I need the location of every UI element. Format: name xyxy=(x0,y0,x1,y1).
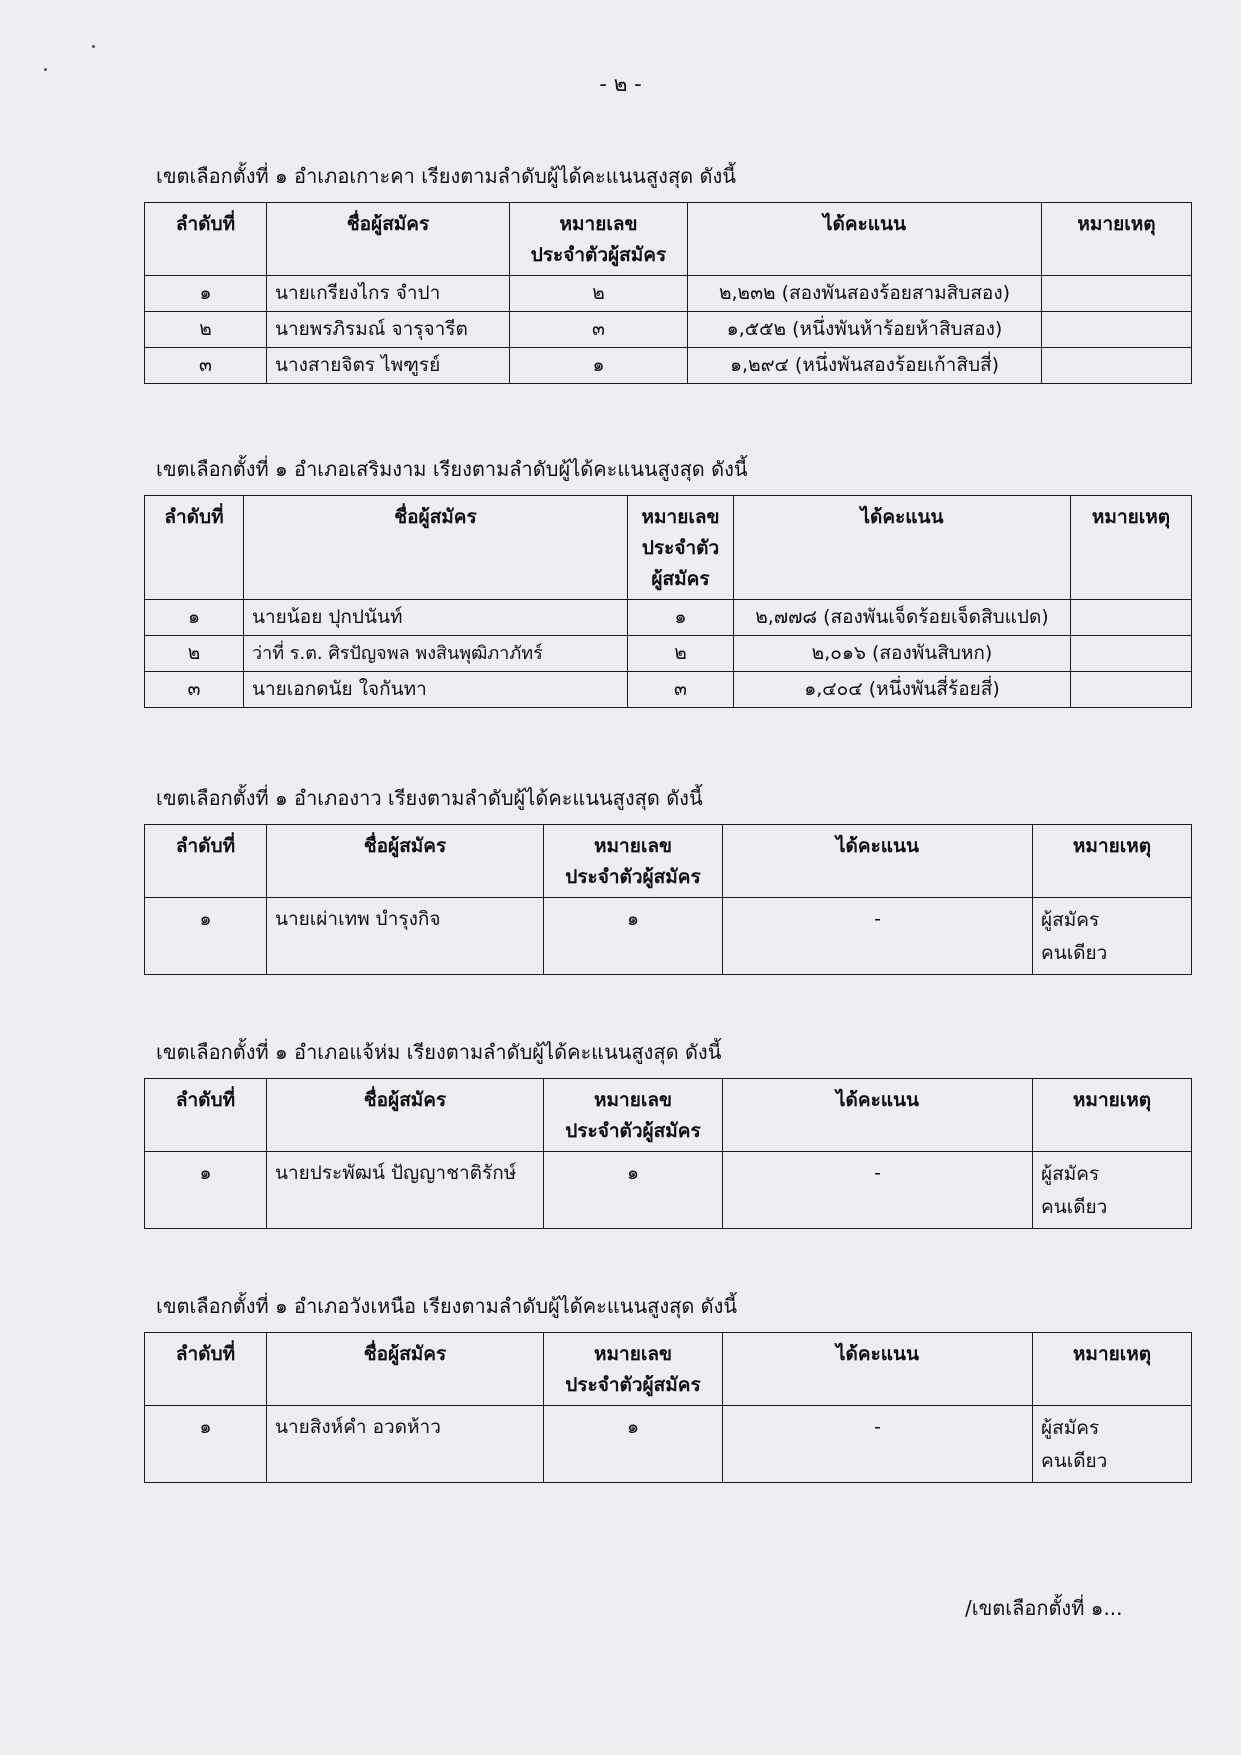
cell-note xyxy=(1071,600,1192,636)
section-heading: เขตเลือกตั้งที่ ๑ อำเภอเกาะคา เรียงตามลำดับผู้ได้คะแนนสูงสุด ดังนี้ xyxy=(156,164,736,188)
cell-number: ๓ xyxy=(510,312,688,348)
header-name: ชื่อผู้สมัคร xyxy=(267,1333,544,1406)
header-number: หมายเลข ประจำตัวผู้สมัคร xyxy=(544,1079,723,1152)
cell-name: นายพรภิรมณ์ จารุจารีต xyxy=(267,312,510,348)
cell-score: ๑,๒๙๔ (หนึ่งพันสองร้อยเก้าสิบสี่) xyxy=(688,348,1042,384)
table-row xyxy=(145,312,1192,348)
table-header-row xyxy=(145,1333,1192,1406)
table-row xyxy=(145,636,1192,672)
cell-name: นายเกรียงไกร จำปา xyxy=(267,276,510,312)
header-number: หมายเลข ประจำตัวผู้สมัคร xyxy=(544,825,723,898)
header-name: ชื่อผู้สมัคร xyxy=(267,203,510,276)
cell-order: ๓ xyxy=(145,672,244,708)
cell-note: ผู้สมัคร คนเดียว xyxy=(1033,1152,1192,1229)
header-number: หมายเลข ประจำตัว ผู้สมัคร xyxy=(628,496,734,600)
header-note: หมายเหตุ xyxy=(1033,1079,1192,1152)
section-heading: เขตเลือกตั้งที่ ๑ อำเภอวังเหนือ เรียงตามลำดับผู้ได้คะแนนสูงสุด ดังนี้ xyxy=(156,1294,738,1318)
header-name: ชื่อผู้สมัคร xyxy=(244,496,628,600)
header-score: ได้คะแนน xyxy=(688,203,1042,276)
header-number: หมายเลข ประจำตัวผู้สมัคร xyxy=(544,1333,723,1406)
cell-name: นายเผ่าเทพ บำรุงกิจ xyxy=(267,898,544,975)
cell-order: ๒ xyxy=(145,636,244,672)
header-note: หมายเหตุ xyxy=(1033,1333,1192,1406)
header-order: ลำดับที่ xyxy=(145,496,244,600)
cell-number: ๑ xyxy=(544,1152,723,1229)
cell-note: ผู้สมัคร คนเดียว xyxy=(1033,1406,1192,1483)
cell-note: ผู้สมัคร คนเดียว xyxy=(1033,898,1192,975)
header-score: ได้คะแนน xyxy=(734,496,1071,600)
header-name: ชื่อผู้สมัคร xyxy=(267,1079,544,1152)
cell-order: ๑ xyxy=(145,1406,267,1483)
table-header-row xyxy=(145,496,1192,600)
section-heading: เขตเลือกตั้งที่ ๑ อำเภอแจ้ห่ม เรียงตามลำดับผู้ได้คะแนนสูงสุด ดังนี้ xyxy=(156,1040,722,1064)
cell-note xyxy=(1042,312,1192,348)
table-row xyxy=(145,1406,1192,1483)
section-wang-nuea xyxy=(144,1290,1191,1483)
cell-note xyxy=(1042,348,1192,384)
cell-score: ๒,๐๑๖ (สองพันสิบหก) xyxy=(734,636,1071,672)
table-row xyxy=(145,600,1192,636)
cell-score: - xyxy=(723,1406,1033,1483)
cell-score: ๑,๔๐๔ (หนึ่งพันสี่ร้อยสี่) xyxy=(734,672,1071,708)
results-table xyxy=(144,824,1192,975)
cell-order: ๒ xyxy=(145,312,267,348)
results-table xyxy=(144,495,1192,708)
header-order: ลำดับที่ xyxy=(145,203,267,276)
header-note: หมายเหตุ xyxy=(1042,203,1192,276)
table-row xyxy=(145,898,1192,975)
cell-order: ๓ xyxy=(145,348,267,384)
page-number: - ๒ - xyxy=(599,72,642,96)
cell-number: ๑ xyxy=(628,600,734,636)
header-number: หมายเลข ประจำตัวผู้สมัคร xyxy=(510,203,688,276)
header-score: ได้คะแนน xyxy=(723,1333,1033,1406)
cell-note xyxy=(1042,276,1192,312)
cell-order: ๑ xyxy=(145,276,267,312)
section-ngao xyxy=(144,782,1191,975)
header-score: ได้คะแนน xyxy=(723,825,1033,898)
section-heading: เขตเลือกตั้งที่ ๑ อำเภอเสริมงาม เรียงตามลำดับผู้ได้คะแนนสูงสุด ดังนี้ xyxy=(156,457,748,481)
cell-name: นางสายจิตร ไพฑูรย์ xyxy=(267,348,510,384)
cell-number: ๓ xyxy=(628,672,734,708)
section-heading: เขตเลือกตั้งที่ ๑ อำเภองาว เรียงตามลำดับผู้ได้คะแนนสูงสุด ดังนี้ xyxy=(156,786,703,810)
table-header-row xyxy=(145,203,1192,276)
section-ko-kha xyxy=(144,160,1191,384)
cell-order: ๑ xyxy=(145,600,244,636)
table-row xyxy=(145,672,1192,708)
table-row xyxy=(145,348,1192,384)
header-note: หมายเหตุ xyxy=(1071,496,1192,600)
cell-number: ๒ xyxy=(510,276,688,312)
header-order: ลำดับที่ xyxy=(145,1079,267,1152)
section-soem-ngam xyxy=(144,453,1191,708)
cell-score: - xyxy=(723,898,1033,975)
header-note: หมายเหตุ xyxy=(1033,825,1192,898)
table-row xyxy=(145,1152,1192,1229)
continuation-note: /เขตเลือกตั้งที่ ๑... xyxy=(965,1596,1123,1620)
header-order: ลำดับที่ xyxy=(145,825,267,898)
cell-score: - xyxy=(723,1152,1033,1229)
cell-number: ๒ xyxy=(628,636,734,672)
cell-order: ๑ xyxy=(145,898,267,975)
table-header-row xyxy=(145,1079,1192,1152)
section-chae-hom xyxy=(144,1036,1191,1229)
cell-order: ๑ xyxy=(145,1152,267,1229)
cell-score: ๒,๒๓๒ (สองพันสองร้อยสามสิบสอง) xyxy=(688,276,1042,312)
header-score: ได้คะแนน xyxy=(723,1079,1033,1152)
cell-score: ๒,๗๗๘ (สองพันเจ็ดร้อยเจ็ดสิบแปด) xyxy=(734,600,1071,636)
cell-name: ว่าที่ ร.ต. ศิรปัญจพล พงสินพุฒิภาภัทร์ xyxy=(244,636,628,672)
results-table xyxy=(144,202,1192,384)
cell-name: นายสิงห์คำ อวดห้าว xyxy=(267,1406,544,1483)
cell-note xyxy=(1071,672,1192,708)
cell-number: ๑ xyxy=(544,898,723,975)
table-row xyxy=(145,276,1192,312)
cell-name: นายน้อย ปุกปนันท์ xyxy=(244,600,628,636)
table-header-row xyxy=(145,825,1192,898)
cell-name: นายเอกดนัย ใจกันทา xyxy=(244,672,628,708)
cell-number: ๑ xyxy=(510,348,688,384)
results-table xyxy=(144,1332,1192,1483)
scan-speck xyxy=(92,45,95,48)
cell-number: ๑ xyxy=(544,1406,723,1483)
results-table xyxy=(144,1078,1192,1229)
header-name: ชื่อผู้สมัคร xyxy=(267,825,544,898)
cell-score: ๑,๕๕๒ (หนึ่งพันห้าร้อยห้าสิบสอง) xyxy=(688,312,1042,348)
cell-name: นายประพัฒน์ ปัญญาชาติรักษ์ xyxy=(267,1152,544,1229)
cell-note xyxy=(1071,636,1192,672)
header-order: ลำดับที่ xyxy=(145,1333,267,1406)
